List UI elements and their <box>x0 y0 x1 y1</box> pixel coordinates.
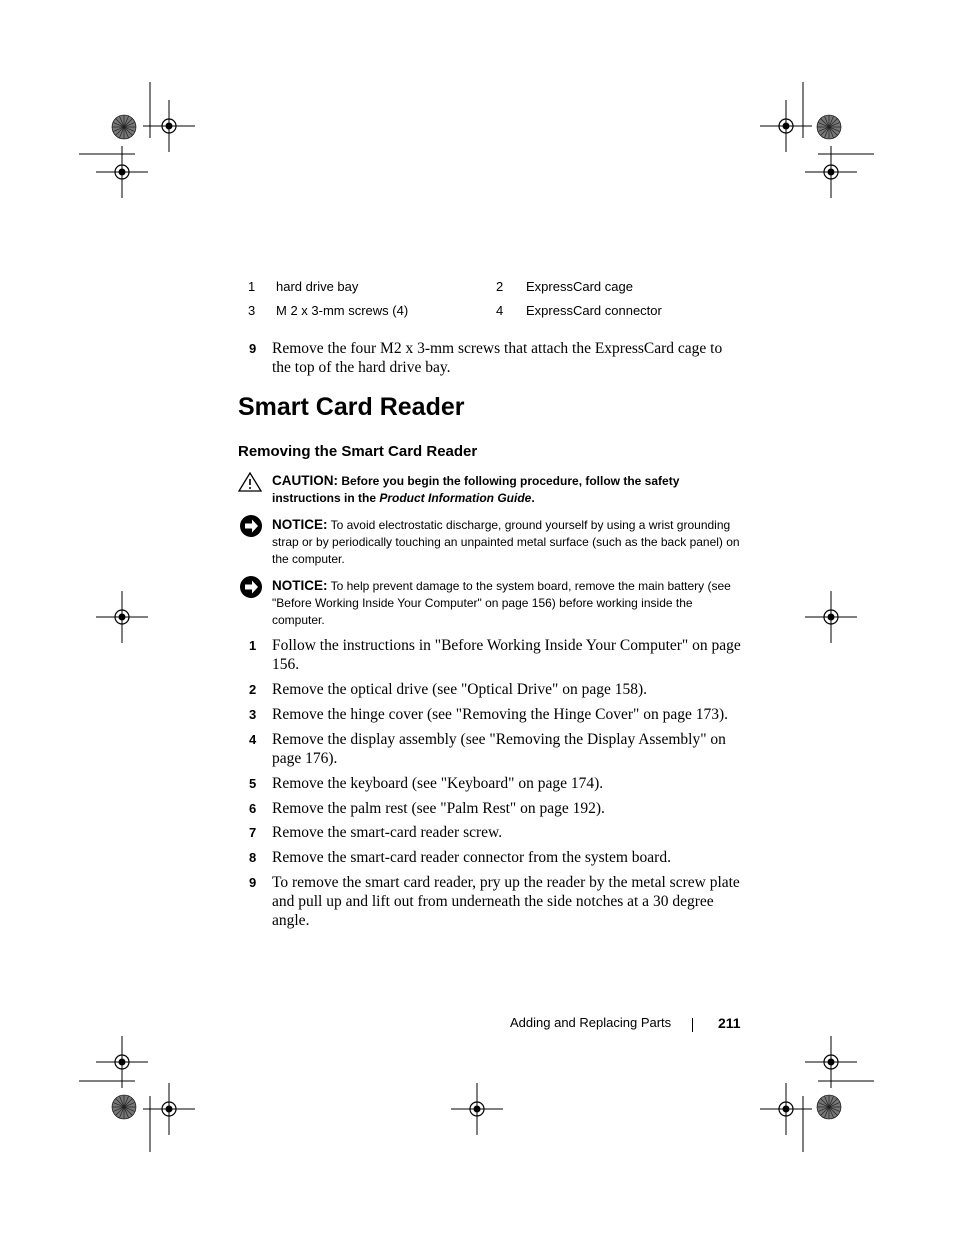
step-text: Remove the display assembly (see "Removing the Display Assembly" on page 176). <box>272 731 726 767</box>
step-number: 6 <box>249 801 257 816</box>
crosshair-mark <box>96 591 148 643</box>
step-number: 5 <box>249 776 257 791</box>
step-text: Remove the four M2 x 3-mm screws that attach the ExpressCard cage to the top of the hard drive bay. <box>272 340 723 376</box>
caution-note <box>272 472 742 507</box>
notice-label: NOTICE: <box>272 517 328 532</box>
callout-number: 3 <box>248 303 256 318</box>
caution-warning-icon <box>238 472 262 492</box>
crosshair-mark <box>96 1036 148 1088</box>
step-number: 7 <box>249 825 257 840</box>
crosshair-mark <box>805 591 857 643</box>
crosshair-mark <box>143 1083 195 1135</box>
crosshair-mark <box>805 1036 857 1088</box>
crosshair-mark <box>451 1083 503 1135</box>
callout-row <box>248 279 633 294</box>
callout-label: ExpressCard connector <box>526 303 662 318</box>
caution-text: Before you begin the following procedure, follow the safety instructions in the <box>272 474 680 505</box>
step-text: Remove the optical drive (see "Optical Drive" on page 158). <box>272 681 648 698</box>
step-text: Remove the palm rest (see "Palm Rest" on page 192). <box>272 800 605 817</box>
crosshair-mark <box>760 1083 812 1135</box>
step-text: Remove the hinge cover (see "Removing the Hinge Cover" on page 173). <box>272 706 729 723</box>
subsection-title: Removing the Smart Card Reader <box>238 443 478 460</box>
registration-wheel <box>112 115 136 139</box>
page-number: 211 <box>718 1015 741 1031</box>
registration-wheel <box>112 1095 136 1119</box>
notice-text: To help prevent damage to the system board, remove the main battery (see "Before Working Inside Your Computer" on page 156) before working inside the computer. <box>272 579 731 627</box>
caution-label: CAUTION: <box>272 473 338 488</box>
registration-wheel <box>817 115 841 139</box>
step-number: 9 <box>249 341 257 356</box>
step-number: 2 <box>249 682 257 697</box>
section-title: Smart Card Reader <box>238 393 465 421</box>
callout-row <box>248 303 662 318</box>
callout-label: hard drive bay <box>276 279 359 294</box>
callout-number: 4 <box>496 303 504 318</box>
callout-number: 2 <box>496 279 504 294</box>
step-number: 9 <box>249 875 257 890</box>
notice-text: To avoid electrostatic discharge, ground yourself by using a wrist grounding strap or by periodically touching an unpainted metal surface (such as the back panel) on the computer. <box>272 518 740 566</box>
guide-title: Product Information Guide <box>379 491 532 505</box>
notice-icon <box>239 575 263 599</box>
step-text: Remove the keyboard (see "Keyboard" on page 174). <box>272 775 604 792</box>
callout-number: 1 <box>248 279 256 294</box>
step-text: Remove the smart-card reader screw. <box>272 824 503 841</box>
caution-text-end: . <box>531 491 535 505</box>
step-number: 1 <box>249 638 257 653</box>
registration-wheel <box>817 1095 841 1119</box>
crosshair-mark <box>760 100 812 152</box>
footer-divider <box>692 1018 693 1032</box>
step-number: 3 <box>249 707 257 722</box>
callout-label: ExpressCard cage <box>526 279 633 294</box>
crosshair-mark <box>143 100 195 152</box>
notice-note <box>272 577 742 629</box>
step-text: Follow the instructions in "Before Working Inside Your Computer" on page 156. <box>272 637 741 673</box>
notice-icon <box>239 514 263 538</box>
notice-label: NOTICE: <box>272 578 328 593</box>
notice-note <box>272 516 742 568</box>
step-text: To remove the smart card reader, pry up the reader by the metal screw plate and pull up and lift out from underneath the side notches at a 30 degree angle. <box>272 874 740 929</box>
footer-chapter: Adding and Replacing Parts <box>510 1015 672 1030</box>
step-number: 8 <box>249 850 257 865</box>
step-number: 4 <box>249 732 257 747</box>
callout-label: M 2 x 3-mm screws (4) <box>276 303 409 318</box>
step-text: Remove the smart-card reader connector from the system board. <box>272 849 671 866</box>
